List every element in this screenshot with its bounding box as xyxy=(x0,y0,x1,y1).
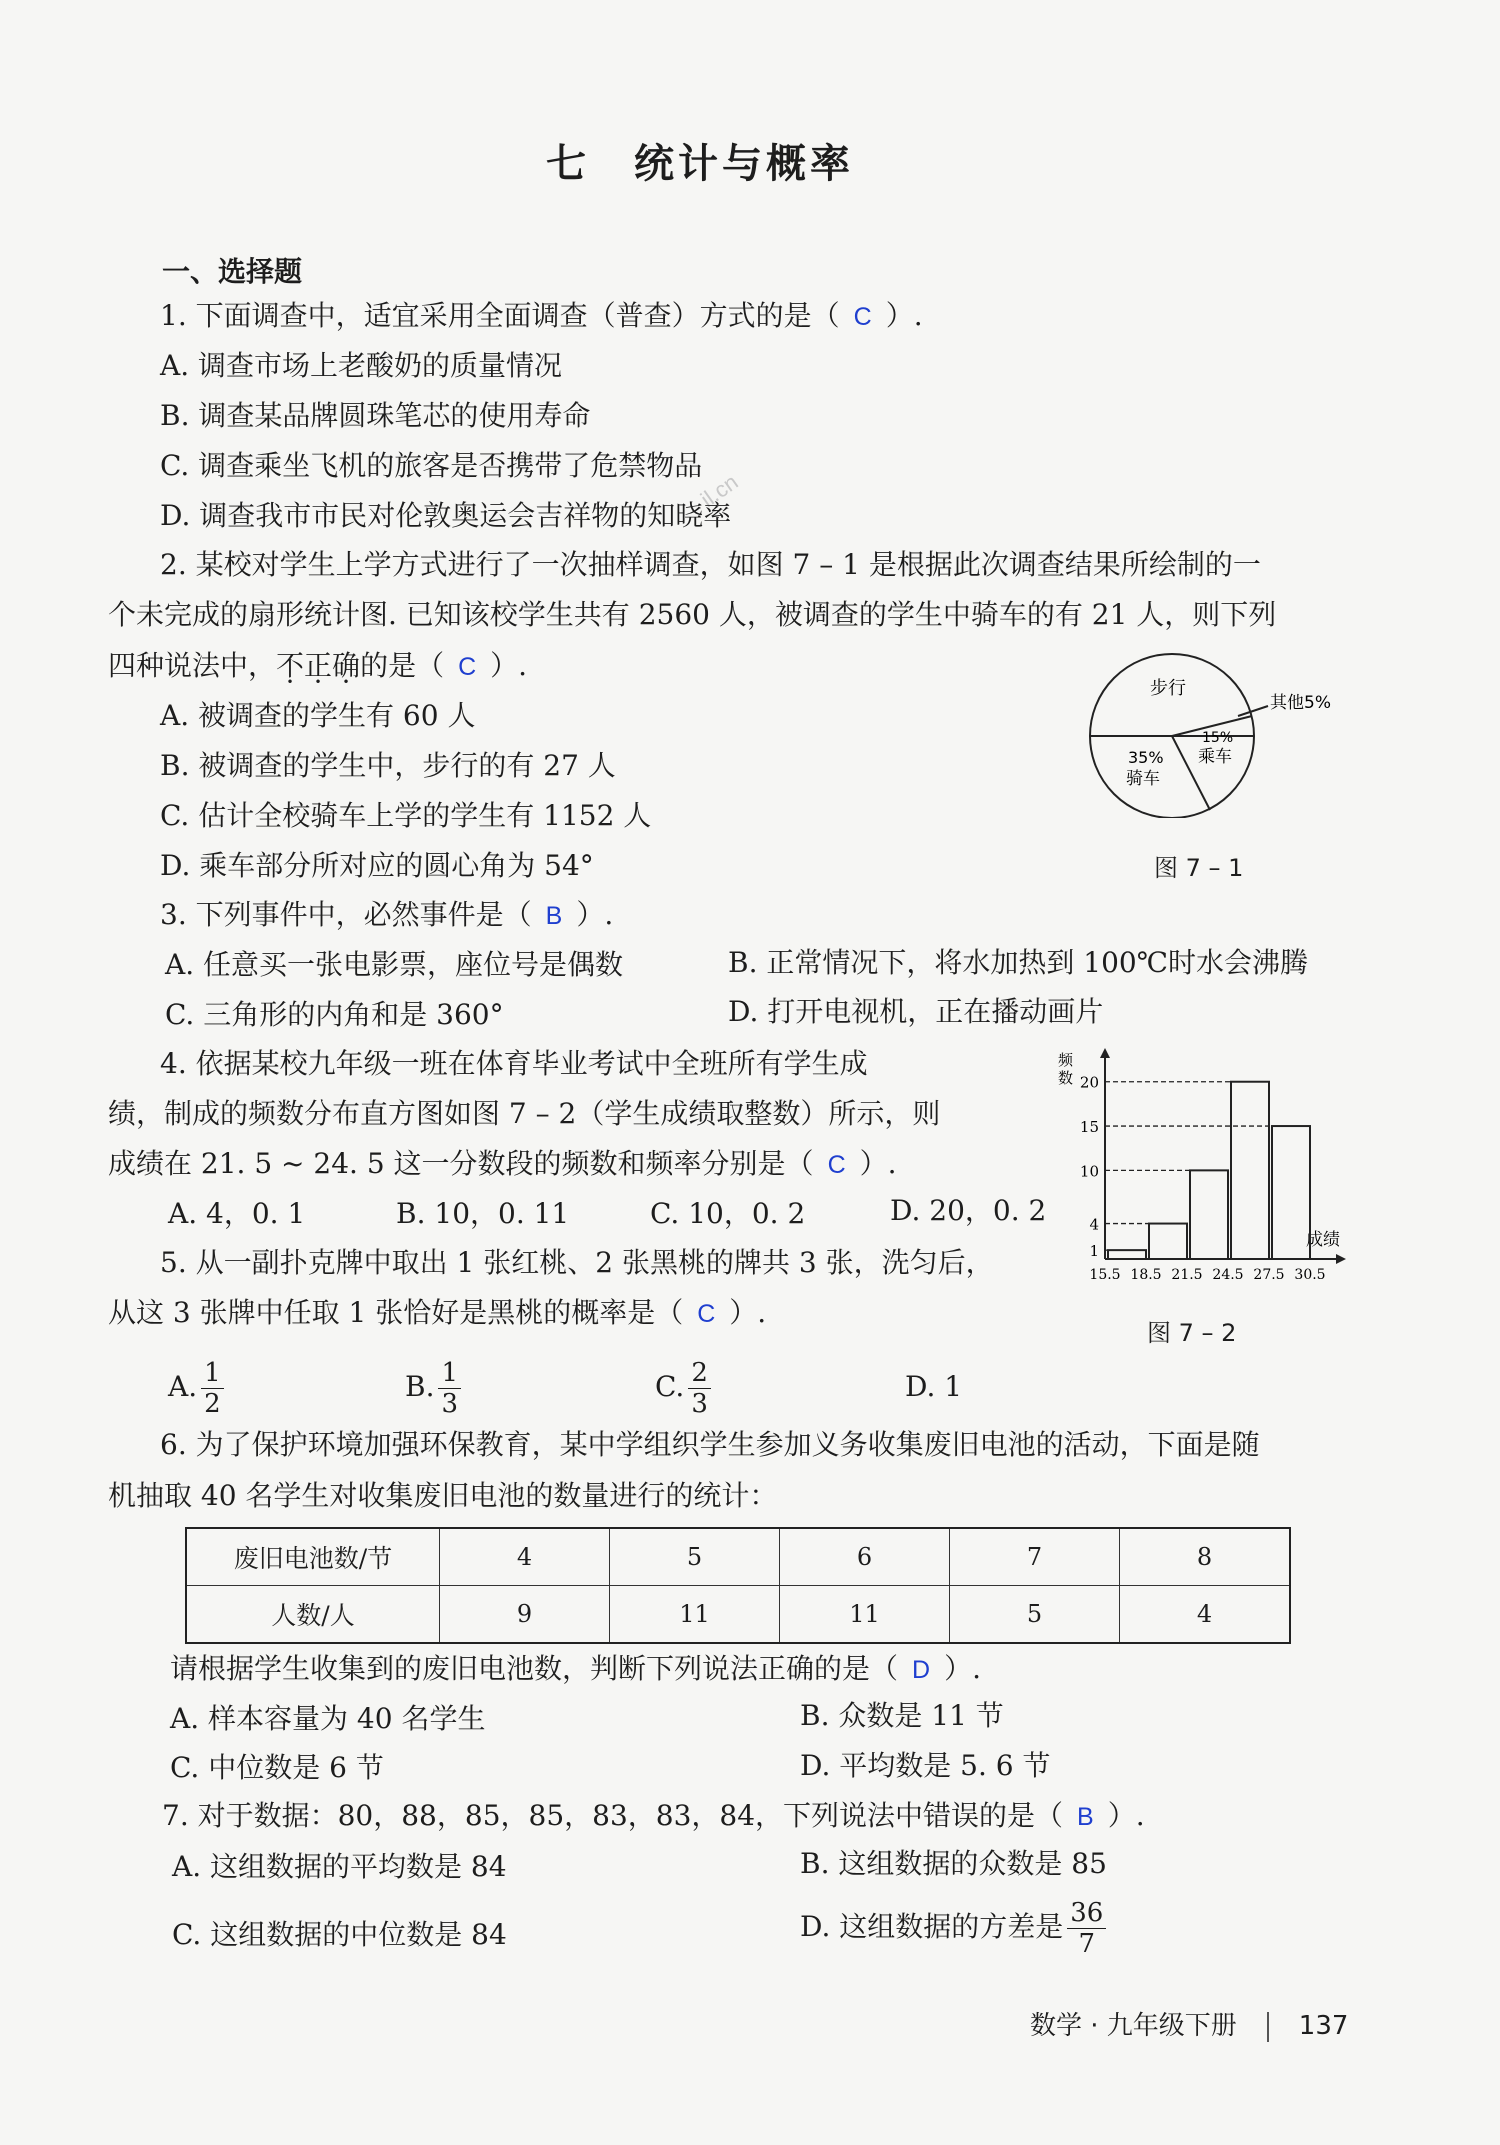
q2-line3-a: 四种说法中， xyxy=(108,649,277,682)
table-cell-header: 废旧电池数/节 xyxy=(186,1528,440,1586)
footer-separator xyxy=(1267,2012,1269,2042)
q1-stem-end: ）. xyxy=(885,299,923,332)
hist-ylabel-2: 数 xyxy=(1058,1069,1074,1087)
q4-option-b: B. 10，0. 11 xyxy=(396,1197,570,1230)
q2-answer: C xyxy=(458,653,477,681)
table-cell: 5 xyxy=(610,1528,780,1586)
fraction-denominator: 3 xyxy=(441,1389,459,1419)
pie-label-other: 其他5% xyxy=(1270,693,1331,713)
q7-option-c: C. 这组数据的中位数是 84 xyxy=(172,1918,507,1951)
q4-line3 xyxy=(108,1146,897,1183)
q2-emph-char: 不 xyxy=(276,649,305,682)
hist-ylabel-1: 频 xyxy=(1058,1051,1074,1069)
q5-option-b-fraction xyxy=(438,1358,461,1419)
hist-x-tick-label: 24.5 xyxy=(1212,1267,1244,1283)
fraction-denominator: 7 xyxy=(1078,1929,1096,1959)
pie-label-bus: 乘车 xyxy=(1198,747,1232,767)
chapter-title: 七 统计与概率 xyxy=(546,141,854,187)
table-cell: 11 xyxy=(780,1586,950,1644)
q3-answer: B xyxy=(545,902,563,930)
q5-option-c-label: C. xyxy=(655,1370,685,1403)
hist-y-tick-label: 15 xyxy=(1079,1118,1099,1137)
table-cell: 9 xyxy=(440,1586,610,1644)
page-footer xyxy=(1030,2005,1348,2042)
table-row xyxy=(186,1586,1290,1644)
q4-option-d: D. 20，0. 2 xyxy=(890,1194,1047,1227)
q5-option-a xyxy=(168,1355,224,1419)
pie-label-bike: 骑车 xyxy=(1126,769,1160,789)
q2-stem-end: ）. xyxy=(490,649,528,682)
section-title: 一、选择题 xyxy=(162,255,303,288)
hist-x-tick-label: 18.5 xyxy=(1130,1267,1162,1283)
q5-option-d: D. 1 xyxy=(905,1370,963,1403)
hist-x-arrow xyxy=(1336,1254,1346,1264)
q5-line2 xyxy=(108,1295,766,1332)
q7-option-d-text: D. 这组数据的方差是 xyxy=(800,1910,1064,1943)
q2-option-a: A. 被调查的学生有 60 人 xyxy=(160,699,476,732)
q3-stem-end: ）. xyxy=(576,898,614,931)
q5-line1: 5. 从一副扑克牌中取出 1 张红桃、2 张黑桃的牌共 3 张，洗匀后， xyxy=(160,1246,994,1279)
hist-x-tick-label: 30.5 xyxy=(1294,1267,1326,1283)
q6-option-b: B. 众数是 11 节 xyxy=(800,1699,1004,1732)
fraction-denominator: 3 xyxy=(691,1389,708,1419)
hist-y-arrow xyxy=(1100,1048,1110,1058)
q2-line1: 2. 某校对学生上学方式进行了一次抽样调查，如图 7 – 1 是根据此次调查结果所绘制的一 xyxy=(160,548,1261,581)
q6-line2: 机抽取 40 名学生对收集废旧电池的数量进行的统计： xyxy=(108,1479,778,1512)
q2-emph-char: 正 xyxy=(304,649,333,682)
fraction-numerator: 36 xyxy=(1067,1898,1106,1929)
fraction-numerator: 2 xyxy=(688,1358,711,1389)
watermark: il.cn xyxy=(696,469,743,513)
q6-option-a: A. 样本容量为 40 名学生 xyxy=(170,1702,486,1735)
q1-option-c: C. 调查乘坐飞机的旅客是否携带了危禁物品 xyxy=(160,449,703,482)
q7-option-d xyxy=(800,1895,1106,1959)
q6-line1: 6. 为了保护环境加强环保教育，某中学组织学生参加义务收集废旧电池的活动，下面是随 xyxy=(160,1428,1260,1461)
hist-x-tick-label: 27.5 xyxy=(1253,1267,1285,1283)
q1-option-b: B. 调查某品牌圆珠笔芯的使用寿命 xyxy=(160,399,591,432)
q5-option-b xyxy=(405,1355,461,1419)
q1-stem-text: 1. 下面调查中，适宜采用全面调查（普查）方式的是（ xyxy=(160,299,840,332)
q7-answer: B xyxy=(1077,1803,1094,1831)
pie-other-leader xyxy=(1238,706,1268,716)
q6-option-c: C. 中位数是 6 节 xyxy=(170,1751,384,1784)
q2-option-d: D. 乘车部分所对应的圆心角为 54° xyxy=(160,849,594,882)
hist-bar xyxy=(1231,1082,1269,1259)
table-cell: 4 xyxy=(1120,1586,1291,1644)
q6-line3 xyxy=(170,1651,981,1688)
q6-line3-text: 请根据学生收集到的废旧电池数，判断下列说法正确的是（ xyxy=(170,1652,899,1685)
q4-answer: C xyxy=(827,1151,846,1179)
table-cell: 6 xyxy=(780,1528,950,1586)
footer-book-title: 数学 · 九年级下册 xyxy=(1030,2011,1237,2041)
q4-stem-end: ）. xyxy=(859,1147,897,1180)
hist-y-tick-label: 20 xyxy=(1079,1073,1099,1092)
pie-label-bike-pct: 35% xyxy=(1128,748,1164,767)
hist-y-tick-label: 10 xyxy=(1079,1162,1099,1181)
q5-answer: C xyxy=(697,1300,716,1328)
q7-stem xyxy=(162,1798,1145,1835)
q3-option-a: A. 任意买一张电影票，座位号是偶数 xyxy=(165,948,624,981)
q5-option-c-fraction xyxy=(688,1358,711,1419)
q2-line3 xyxy=(108,648,527,685)
page-number: 137 xyxy=(1298,2011,1349,2041)
table-cell: 8 xyxy=(1120,1528,1291,1586)
q6-option-d: D. 平均数是 5. 6 节 xyxy=(800,1749,1051,1782)
hist-bar xyxy=(1190,1170,1228,1259)
q2-line3-b: 的是（ xyxy=(360,649,445,682)
pie-label-bus-pct: 15% xyxy=(1202,730,1234,746)
histogram xyxy=(1050,1045,1380,1285)
hist-x-tick-label: 15.5 xyxy=(1089,1267,1121,1283)
fraction-numerator: 1 xyxy=(438,1358,461,1389)
table-cell: 5 xyxy=(950,1586,1120,1644)
hist-bar xyxy=(1149,1224,1187,1259)
q4-option-a: A. 4，0. 1 xyxy=(168,1197,306,1230)
q5-option-a-fraction xyxy=(201,1358,224,1419)
q5-line2-text: 从这 3 张牌中任取 1 张恰好是黑桃的概率是（ xyxy=(108,1296,684,1329)
q7-option-b: B. 这组数据的众数是 85 xyxy=(800,1847,1107,1880)
q6-answer: D xyxy=(912,1656,931,1684)
hist-caption: 图 7 – 2 xyxy=(1147,1319,1237,1347)
q5-option-c xyxy=(655,1355,711,1419)
q7-option-d-fraction xyxy=(1067,1898,1106,1959)
q4-line2: 绩，制成的频数分布直方图如图 7 – 2（学生成绩取整数）所示，则 xyxy=(108,1097,941,1130)
hist-bar xyxy=(1108,1250,1146,1259)
q2-emph-char: 确 xyxy=(332,649,361,682)
q3-stem xyxy=(160,897,613,934)
q7-stem-text: 7. 对于数据：80，88，85，85，83，83，84，下列说法中错误的是（ xyxy=(162,1799,1064,1832)
table-cell-header: 人数/人 xyxy=(186,1586,440,1644)
q5-stem-end: ）. xyxy=(729,1296,767,1329)
table-row xyxy=(186,1528,1290,1586)
pie-label-walk: 步行 xyxy=(1150,678,1186,699)
fraction-numerator: 1 xyxy=(201,1358,224,1389)
fraction-denominator: 2 xyxy=(204,1389,221,1419)
q1-option-a: A. 调查市场上老酸奶的质量情况 xyxy=(160,349,563,382)
q1-answer: C xyxy=(853,303,872,331)
q4-line3-text: 成绩在 21. 5 ~ 24. 5 这一分数段的频数和频率分别是（ xyxy=(108,1147,814,1180)
q3-stem-text: 3. 下列事件中，必然事件是（ xyxy=(160,898,532,931)
q5-option-b-label: B. xyxy=(405,1370,435,1403)
q1-option-d: D. 调查我市市民对伦敦奥运会吉祥物的知晓率 xyxy=(160,499,732,532)
hist-bar xyxy=(1272,1126,1310,1259)
table-cell: 4 xyxy=(440,1528,610,1586)
q4-line1: 4. 依据某校九年级一班在体育毕业考试中全班所有学生成 xyxy=(160,1047,868,1080)
q4-option-c: C. 10，0. 2 xyxy=(650,1197,806,1230)
q2-option-b: B. 被调查的学生中，步行的有 27 人 xyxy=(160,749,616,782)
q1-stem xyxy=(160,298,923,335)
pie-chart xyxy=(1080,648,1360,818)
hist-y-tick-label: 1 xyxy=(1089,1242,1099,1261)
battery-table xyxy=(185,1527,1291,1644)
q3-option-d: D. 打开电视机，正在播动画片 xyxy=(728,995,1104,1028)
q2-line2: 个未完成的扇形统计图. 已知该校学生共有 2560 人，被调查的学生中骑车的有 21 人，则下列 xyxy=(108,598,1277,631)
hist-x-tick-label: 21.5 xyxy=(1171,1267,1203,1283)
table-cell: 7 xyxy=(950,1528,1120,1586)
q3-option-b: B. 正常情况下，将水加热到 100℃时水会沸腾 xyxy=(728,946,1309,979)
q2-option-c: C. 估计全校骑车上学的学生有 1152 人 xyxy=(160,799,652,832)
q7-stem-end: ）. xyxy=(1107,1799,1145,1832)
q5-option-a-label: A. xyxy=(168,1370,198,1403)
q3-option-c: C. 三角形的内角和是 360° xyxy=(165,998,504,1031)
pie-caption: 图 7 – 1 xyxy=(1154,854,1244,882)
q6-stem-end: ）. xyxy=(944,1652,981,1685)
table-cell: 11 xyxy=(610,1586,780,1644)
q7-option-a: A. 这组数据的平均数是 84 xyxy=(172,1850,507,1883)
hist-y-tick-label: 4 xyxy=(1089,1215,1099,1234)
hist-xlabel: 成绩 xyxy=(1306,1230,1340,1250)
